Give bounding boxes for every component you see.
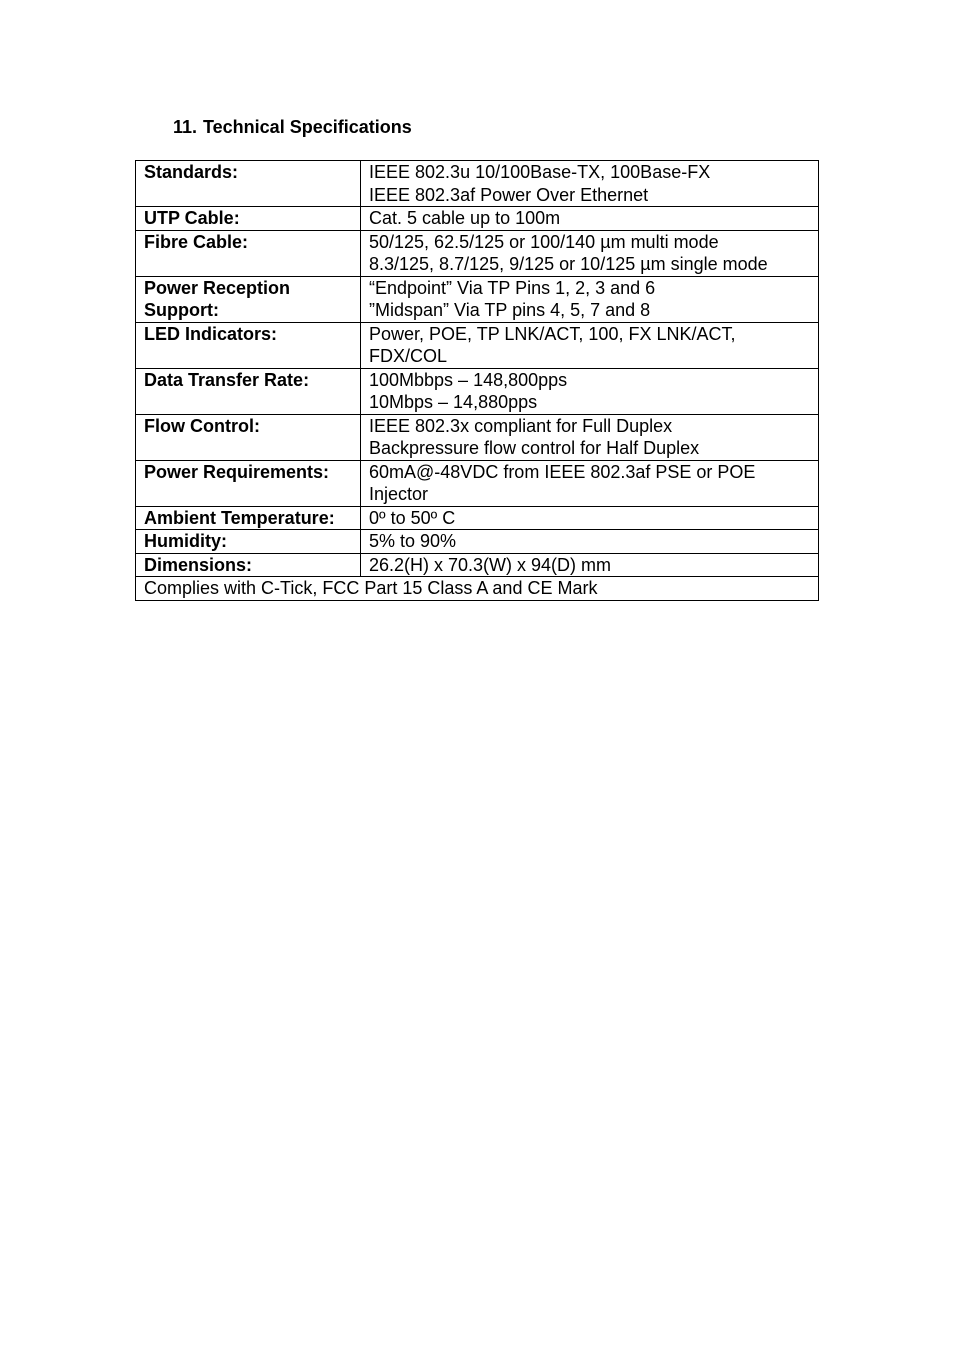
spec-value-line: Power, POE, TP LNK/ACT, 100, FX LNK/ACT,: [369, 323, 736, 344]
spec-value: [361, 368, 819, 414]
spec-value: [361, 506, 819, 530]
compliance-note: Complies with C-Tick, FCC Part 15 Class A and CE Mark: [136, 577, 819, 601]
spec-value-line: 26.2(H) x 70.3(W) x 94(D) mm: [369, 554, 612, 575]
spec-value: [361, 276, 819, 322]
table-row: [136, 230, 819, 276]
table-row: [136, 553, 819, 577]
spec-value-line: Injector: [369, 484, 429, 504]
spec-label: LED Indicators:: [136, 322, 361, 368]
spec-value: [361, 230, 819, 276]
spec-label: Ambient Temperature:: [136, 506, 361, 530]
section-number: 11.: [173, 117, 198, 137]
spec-label: Standards:: [136, 161, 361, 207]
spec-label: Data Transfer Rate:: [136, 368, 361, 414]
spec-label: Flow Control:: [136, 414, 361, 460]
table-row: [136, 414, 819, 460]
spec-value-line: IEEE 802.3u 10/100Base-TX, 100Base-FX: [369, 162, 711, 182]
spec-value-line: 50/125, 62.5/125 or 100/140 µm multi mode: [369, 231, 719, 252]
spec-value: [361, 322, 819, 368]
spec-label: Power Reception Support:: [136, 276, 361, 322]
spec-value: [361, 207, 819, 231]
spec-value: [361, 161, 819, 207]
spec-value-line: 100Mbbps – 148,800pps: [369, 369, 568, 390]
table-row: [136, 276, 819, 322]
spec-value: [361, 553, 819, 577]
spec-value-line: 60mA@-48VDC from IEEE 802.3af PSE or POE: [369, 461, 756, 482]
spec-value: [361, 530, 819, 554]
table-row: [136, 322, 819, 368]
table-row: [136, 368, 819, 414]
spec-label: Fibre Cable:: [136, 230, 361, 276]
section-heading: [173, 116, 412, 138]
spec-value-line: 5% to 90%: [369, 531, 457, 551]
spec-label: Dimensions:: [136, 553, 361, 577]
table-row: [136, 161, 819, 207]
table-row-compliance: [136, 577, 819, 601]
table-row: [136, 506, 819, 530]
spec-value-line: “Endpoint” Via TP Pins 1, 2, 3 and 6: [369, 277, 656, 298]
section-title: Technical Specifications: [203, 117, 412, 137]
table-row: [136, 207, 819, 231]
spec-value-line: IEEE 802.3x compliant for Full Duplex: [369, 415, 673, 436]
specifications-table: [135, 160, 819, 601]
spec-value-line: 8.3/125, 8.7/125, 9/125 or 10/125 µm single mode: [369, 254, 768, 274]
spec-value-line: Cat. 5 cable up to 100m: [369, 208, 561, 228]
spec-value-line: 0º to 50º C: [369, 507, 456, 528]
spec-value-line: ”Midspan” Via TP pins 4, 5, 7 and 8: [369, 300, 651, 320]
spec-value-line: 10Mbps – 14,880pps: [369, 392, 538, 412]
spec-value-line: Backpressure flow control for Half Duplex: [369, 438, 700, 458]
spec-label: Power Requirements:: [136, 460, 361, 506]
spec-value: [361, 460, 819, 506]
table-row: [136, 530, 819, 554]
spec-label: Humidity:: [136, 530, 361, 554]
spec-label: UTP Cable:: [136, 207, 361, 231]
table-row: [136, 460, 819, 506]
spec-value-line: IEEE 802.3af Power Over Ethernet: [369, 184, 649, 205]
spec-value-line: FDX/COL: [369, 346, 448, 366]
spec-value: [361, 414, 819, 460]
